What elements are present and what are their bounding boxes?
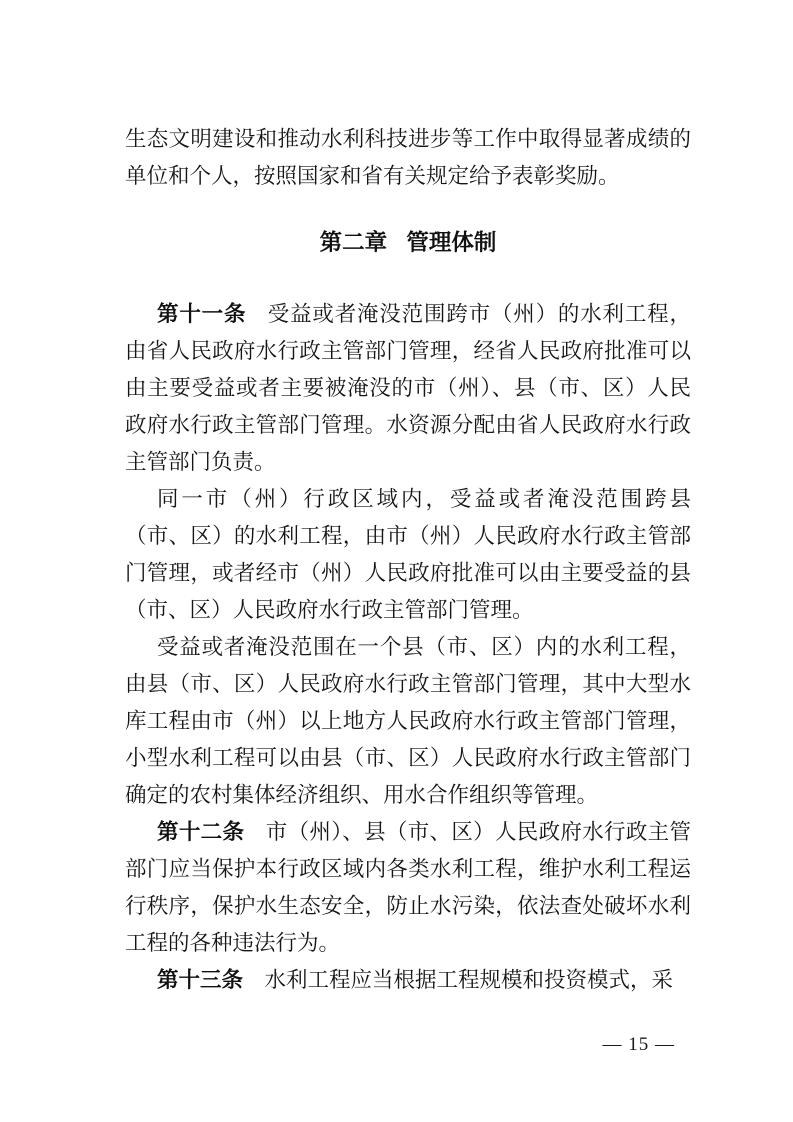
article-number: 第十三条: [157, 968, 244, 992]
article-paragraph: [125, 296, 691, 481]
document-body: [125, 121, 691, 999]
paragraph-text: 市（州）、县（市、区）人民政府水行政主管部门应当保护本行政区域内各类水利工程，维护水利工程运行秩序，保护水生态安全，防止水污染，依法查处破坏水利工程的各种违法行为。: [125, 820, 691, 955]
article-paragraph: [125, 481, 691, 629]
article-paragraph: [125, 629, 691, 814]
paragraph-text: 同一市（州）行政区域内，受益或者淹没范围跨县（市、区）的水利工程，由市（州）人民政府水行政主管部门管理，或者经市（州）人民政府批准可以由主要受益的县（市、区）人民政府水行政主管部门管理。: [125, 487, 691, 622]
article-paragraph: [125, 814, 691, 962]
chapter-number: 第二章: [319, 230, 388, 255]
chapter-title: 管理体制: [406, 230, 497, 255]
paragraph-text: 水利工程应当根据工程规模和投资模式，采: [264, 968, 674, 992]
paragraph-text: 受益或者淹没范围在一个县（市、区）内的水利工程，由县（市、区）人民政府水行政主管部门管理，其中大型水库工程由市（州）以上地方人民政府水行政主管部门管理，小型水利工程可以由县（市、区）人民政府水行政主管部门确定的农村集体经济组织、用水合作组织等管理。: [125, 635, 691, 807]
paragraph-text: 生态文明建设和推动水利科技进步等工作中取得显著成绩的单位和个人，按照国家和省有关规定给予表彰奖励。: [125, 127, 691, 188]
article-paragraph: [125, 962, 691, 999]
paragraph-text: 受益或者淹没范围跨市（州）的水利工程，由省人民政府水行政主管部门管理，经省人民政府批准可以由主要受益或者主要被淹没的市（州）、县（市、区）人民政府水行政主管部门管理。水资源分配由省人民政府水行政主管部门负责。: [125, 302, 691, 474]
chapter-heading: [125, 224, 691, 261]
article-number: 第十一条: [157, 302, 247, 326]
page-number: — 15 —: [602, 1034, 675, 1055]
paragraph-continuation: [125, 121, 691, 195]
article-number: 第十二条: [157, 820, 245, 844]
